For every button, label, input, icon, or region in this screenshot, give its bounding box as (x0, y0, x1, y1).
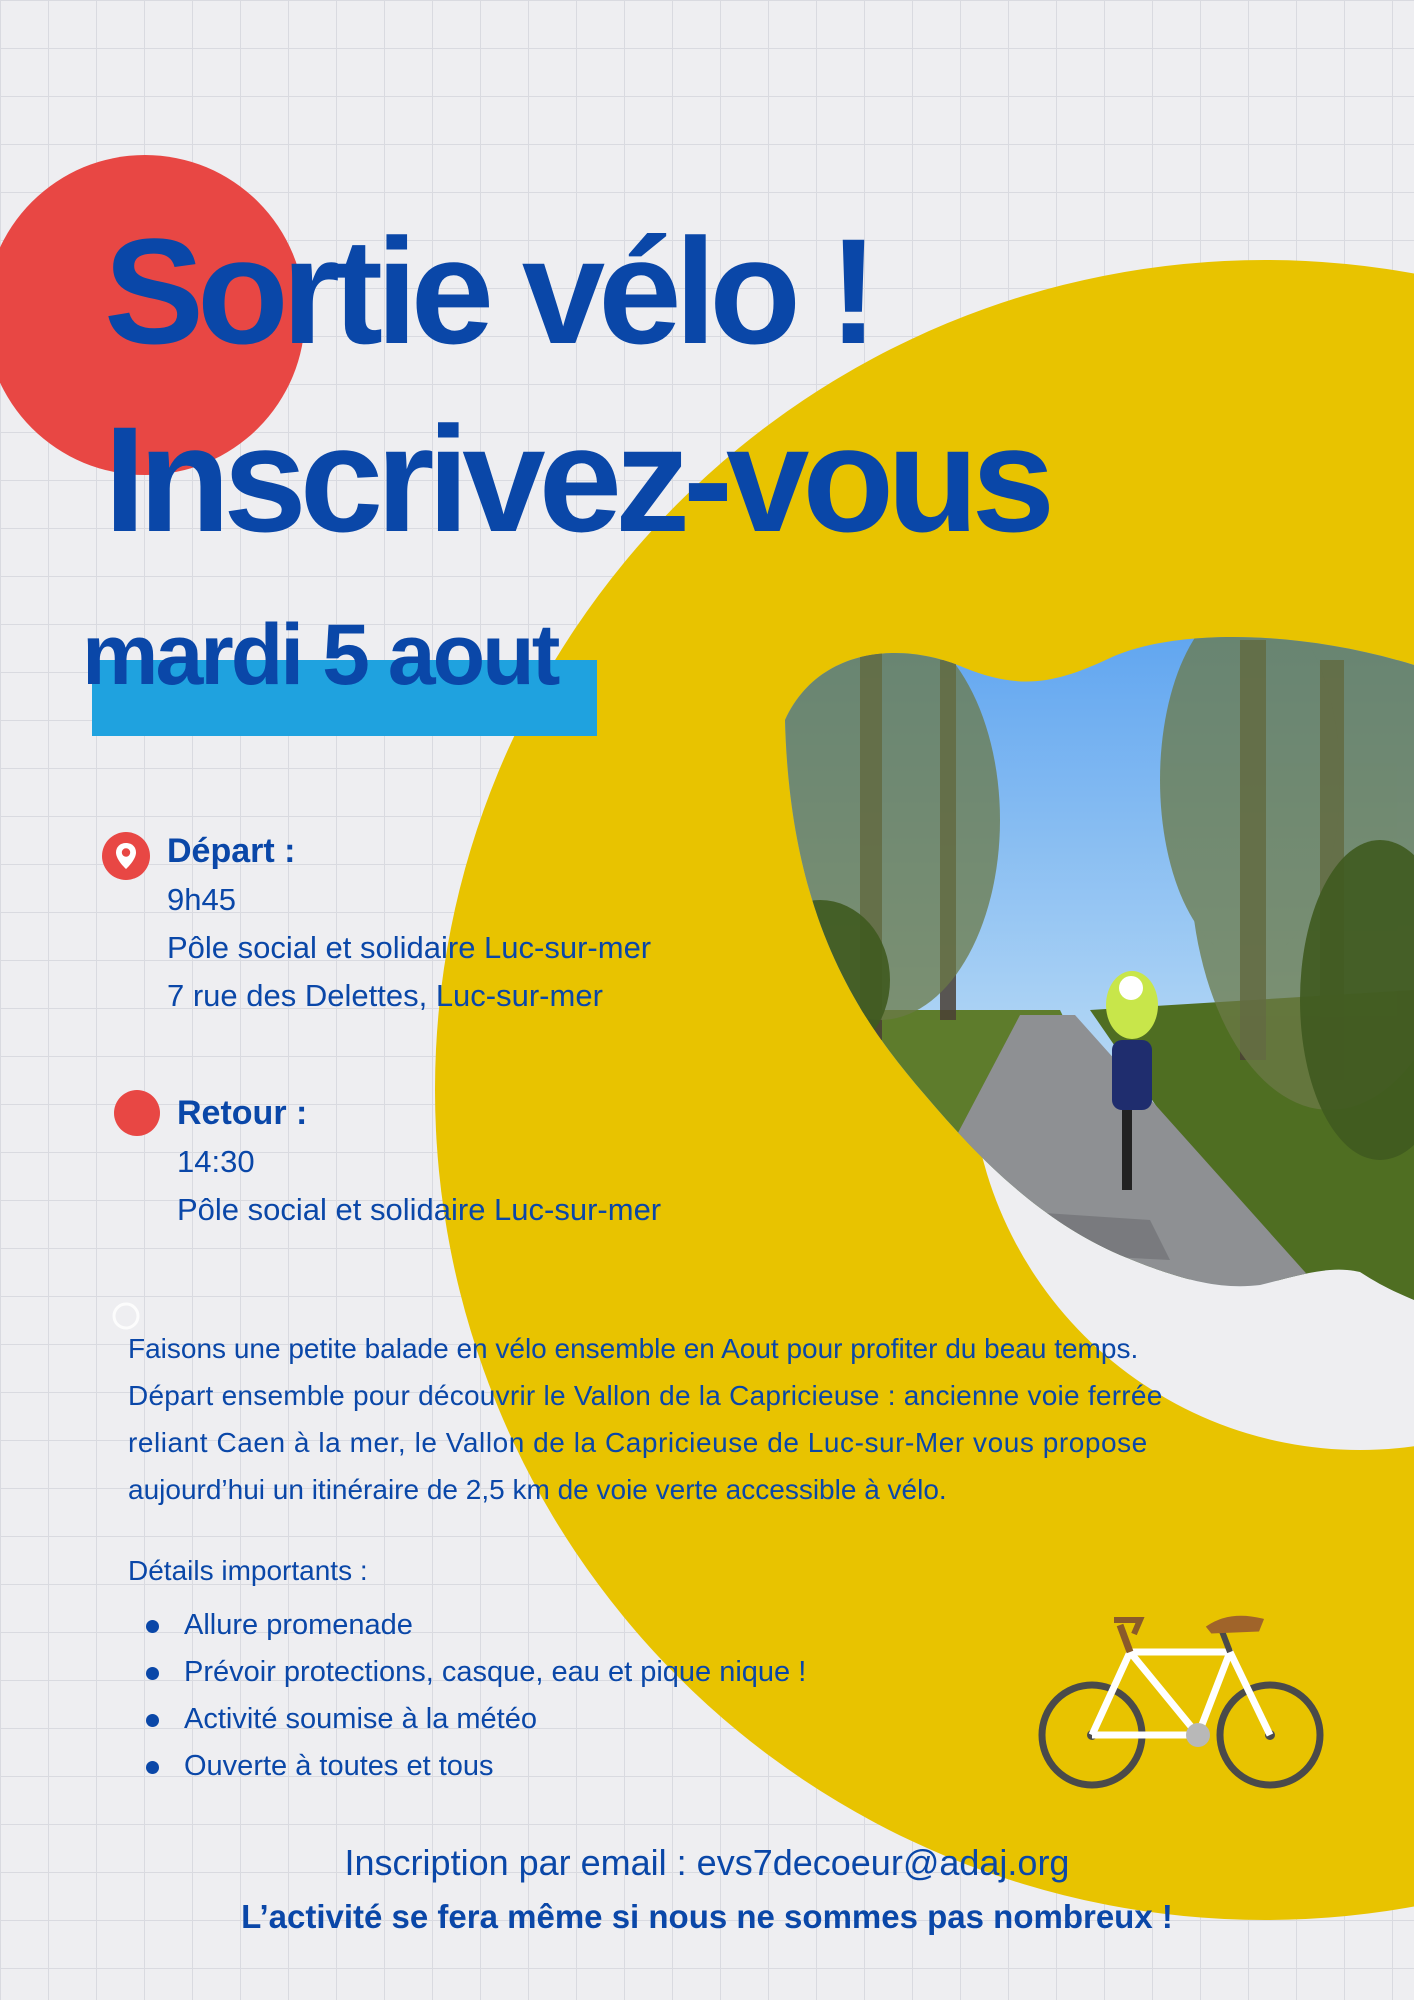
activity-note: L’activité se fera même si nous ne sommes pas nombreux ! (241, 1898, 1173, 1935)
list-item-label: Prévoir protections, casque, eau et pique nique ! (184, 1656, 807, 1688)
list-item (142, 1602, 806, 1649)
bullet-icon (146, 1761, 159, 1774)
retour-place: Pôle social et solidaire Luc-sur-mer (177, 1191, 662, 1227)
red-dot-icon (114, 1090, 160, 1136)
details-list (142, 1602, 806, 1790)
title-line-2: Inscrivez-vous (104, 395, 1049, 563)
details-title: Détails importants : (128, 1555, 368, 1586)
list-item-label: Allure promenade (184, 1609, 413, 1641)
title-line-1: Sortie vélo ! (104, 207, 872, 375)
list-item (142, 1743, 806, 1790)
bullet-icon (146, 1714, 159, 1727)
depart-label: Départ : (167, 832, 296, 870)
list-item-label: Ouverte à toutes et tous (184, 1750, 494, 1782)
description-line: aujourd’hui un itinéraire de 2,5 km de voie verte accessible à vélo. (128, 1474, 947, 1505)
depart-place: Pôle social et solidaire Luc-sur-mer (167, 929, 652, 965)
depart-time: 9h45 (167, 881, 236, 917)
retour-time: 14:30 (177, 1143, 255, 1179)
depart-address: 7 rue des Delettes, Luc-sur-mer (167, 977, 603, 1013)
retour-label: Retour : (177, 1094, 308, 1132)
list-item (142, 1696, 806, 1743)
list-item-label: Activité soumise à la météo (184, 1703, 537, 1735)
location-pin-icon (102, 832, 150, 880)
inscription-email[interactable]: Inscription par email : evs7decoeur@adaj.org (344, 1842, 1070, 1883)
description-line: reliant Caen à la mer, le Vallon de la Capricieuse de Luc-sur-Mer vous propose (128, 1427, 1148, 1458)
description-line: Faisons une petite balade en vélo ensemble en Aout pour profiter du beau temps. (128, 1333, 1139, 1364)
description-line: Départ ensemble pour découvrir le Vallon de la Capricieuse : ancienne voie ferrée (128, 1380, 1163, 1411)
retour-block (177, 1090, 661, 1234)
description-paragraph (128, 1325, 1323, 1513)
bullet-icon (146, 1667, 159, 1680)
depart-block (167, 828, 651, 1020)
event-date: mardi 5 aout (82, 607, 558, 703)
bullet-icon (146, 1620, 159, 1633)
list-item (142, 1649, 806, 1696)
